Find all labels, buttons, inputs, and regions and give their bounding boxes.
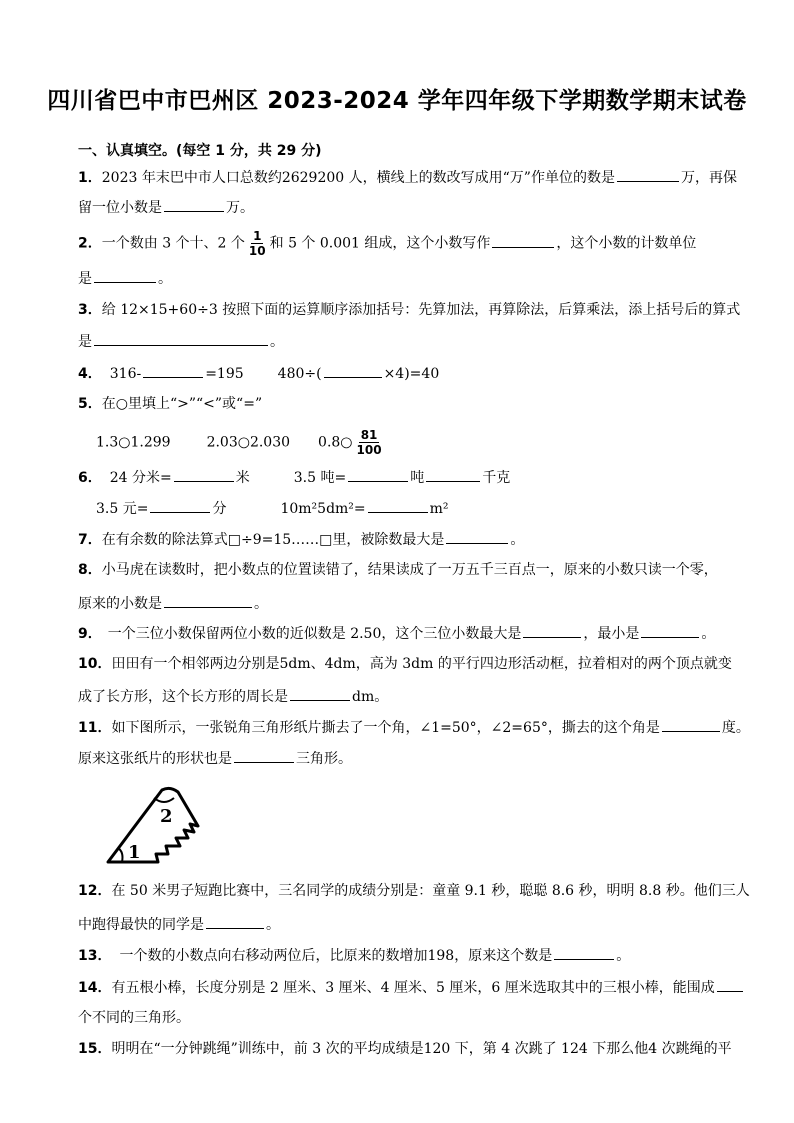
- question-14-line-1: [78, 976, 745, 998]
- answer-blank[interactable]: [206, 913, 264, 929]
- question-number: 12．: [78, 883, 112, 899]
- answer-blank[interactable]: [492, 232, 554, 248]
- question-2-line-2: [78, 267, 172, 289]
- question-4: [78, 362, 439, 384]
- question-number: 8．: [78, 562, 102, 578]
- comparison-item[interactable]: 2.03○2.030: [206, 434, 291, 451]
- answer-blank[interactable]: [164, 196, 224, 212]
- question-text: 10m²5dm²=: [280, 501, 366, 517]
- question-text: =195: [205, 366, 244, 382]
- question-number: 9．: [78, 626, 102, 642]
- fraction: $\frac{1}{10}$: [248, 229, 266, 258]
- question-3-line-1: [78, 300, 740, 320]
- question-text: 480÷(: [277, 366, 322, 382]
- question-text: 有五根小棒，长度分别是 2 厘米、3 厘米、4 厘米、5 厘米，6 厘米选取其中的三根小棒，能围成: [111, 980, 715, 996]
- question-text: 给 12×15+60÷3 按照下面的运算顺序添加括号：先算加法，再算除法，后算乘法，添上括号后的算式: [101, 302, 741, 318]
- question-text: 明明在“一分钟跳绳”训练中，前 3 次的平均成绩是120 下，第 4 次跳了 124 下那么他4 次跳绳的平: [111, 1041, 732, 1057]
- question-text: 度。: [721, 720, 750, 736]
- question-text: 2023 年末巴中市人口总数约2629200 人，横线上的数改写成用“万”作单位的数是: [101, 170, 615, 186]
- question-text: 。: [616, 948, 631, 964]
- torn-triangle-figure: [104, 786, 204, 868]
- answer-blank[interactable]: [164, 592, 252, 608]
- answer-blank[interactable]: [523, 622, 581, 638]
- question-text: 在 50 米男子短跑比赛中，三名同学的成绩分别是：童童 9.1 秒，聪聪 8.6 秒，明明 8.8 秒。他们三人: [111, 883, 750, 899]
- question-11-line-2: [78, 747, 352, 769]
- question-text: 在有余数的除法算式□÷9=15……□里，被除数最大是: [101, 532, 445, 548]
- question-text: 千克: [482, 470, 511, 486]
- question-text: 。: [254, 596, 268, 612]
- question-7: [78, 528, 524, 550]
- page-title: 四川省巴中市巴州区 2023-2024 学年四年级下学期数学期末试卷: [47, 88, 747, 114]
- question-13: [78, 944, 630, 966]
- question-text: 一个三位小数保留两位小数的近似数是 2.50，这个三位小数最大是: [107, 626, 522, 642]
- question-text: 是: [78, 271, 92, 287]
- answer-blank[interactable]: [94, 330, 268, 346]
- question-text: 是: [78, 334, 92, 350]
- comparison-item[interactable]: 0.8○: [318, 434, 353, 451]
- answer-blank[interactable]: [290, 685, 350, 701]
- question-text: 吨: [410, 470, 425, 486]
- comparison-item[interactable]: 1.3○1.299: [96, 434, 171, 451]
- section-heading: 一、认真填空。(每空 1 分，共 29 分): [78, 143, 322, 159]
- answer-blank[interactable]: [426, 466, 480, 482]
- question-12-line-1: [78, 881, 750, 901]
- answer-blank[interactable]: [324, 362, 382, 378]
- question-text: 24 分米=: [109, 470, 172, 486]
- question-text: dm。: [352, 689, 389, 705]
- question-8-line-1: [78, 560, 718, 580]
- question-text: 万。: [226, 200, 254, 216]
- question-12-line-2: [78, 913, 280, 935]
- question-text: 如下图所示，一张锐角三角形纸片撕去了一个角，∠1=50°，∠2=65°，撕去的这个角是: [111, 720, 660, 736]
- answer-blank[interactable]: [94, 267, 156, 283]
- question-number: 7．: [78, 532, 102, 548]
- answer-blank[interactable]: [143, 362, 203, 378]
- question-text: 和 5 个 0.001 组成，这个小数写作: [269, 235, 491, 252]
- answer-blank[interactable]: [446, 528, 508, 544]
- question-text: 316-: [109, 366, 142, 382]
- question-1-line-1: [78, 166, 737, 188]
- question-14-line-2: [78, 1008, 190, 1028]
- answer-blank[interactable]: [554, 944, 614, 960]
- question-text: 。: [158, 271, 172, 287]
- question-number: 11．: [78, 720, 112, 736]
- answer-blank[interactable]: [617, 166, 679, 182]
- fraction: $\frac{81}{100}$: [356, 428, 382, 457]
- answer-blank[interactable]: [717, 976, 743, 992]
- question-number: 3．: [78, 302, 102, 318]
- question-text: 3.5 吨=: [293, 470, 347, 486]
- question-6-line-1: [78, 466, 510, 488]
- question-1-line-2: [78, 196, 254, 218]
- question-text: 。: [510, 532, 525, 548]
- question-text: 个不同的三角形。: [78, 1010, 190, 1026]
- angle-2-label: 2: [160, 806, 173, 827]
- answer-blank[interactable]: [368, 497, 428, 513]
- question-text: ，这个小数的计数单位: [556, 235, 697, 252]
- question-10-line-1: [78, 654, 732, 674]
- question-text: 。: [701, 626, 716, 642]
- question-text: ，最小是: [583, 626, 640, 642]
- answer-blank[interactable]: [662, 716, 720, 732]
- question-3-line-2: [78, 330, 284, 352]
- question-number: 1．: [78, 170, 102, 186]
- question-text: 成了长方形，这个长方形的周长是: [78, 689, 288, 705]
- question-10-line-2: [78, 685, 388, 707]
- question-8-line-2: [78, 592, 268, 614]
- answer-blank[interactable]: [348, 466, 408, 482]
- question-text: ×4)=40: [383, 366, 440, 382]
- question-text: 。: [270, 334, 284, 350]
- question-text: 一个数的小数点向右移动两位后，比原来的数增加198，原来这个数是: [119, 948, 553, 964]
- question-text: m²: [429, 501, 449, 517]
- answer-blank[interactable]: [174, 466, 234, 482]
- question-text: 3.5 元=: [96, 501, 149, 517]
- question-number: 10．: [78, 656, 112, 672]
- question-text: 米: [235, 470, 250, 486]
- question-text: 一个数由 3 个十、2 个: [101, 235, 245, 252]
- question-number: 6．: [78, 470, 102, 486]
- question-text: 中跑得最快的同学是: [78, 917, 204, 933]
- question-text: 留一位小数是: [78, 200, 162, 216]
- question-5-line-2: [96, 428, 386, 457]
- question-11-line-1: [78, 716, 750, 738]
- question-2-line-1: [78, 229, 696, 258]
- question-text: 原来的小数是: [78, 596, 162, 612]
- question-text: 分: [212, 501, 227, 517]
- question-15-line-1: [78, 1039, 732, 1059]
- question-5-line-1: [78, 394, 262, 414]
- answer-blank[interactable]: [641, 622, 699, 638]
- question-6-line-2: [96, 497, 449, 519]
- question-text: 。: [266, 917, 280, 933]
- question-number: 2．: [78, 235, 102, 252]
- question-number: 14．: [78, 980, 112, 996]
- angle-1-label: 1: [128, 842, 141, 863]
- question-9: [78, 622, 715, 644]
- question-number: 4．: [78, 366, 102, 382]
- question-text: 三角形。: [296, 751, 352, 767]
- question-number: 5．: [78, 396, 102, 412]
- question-text: 原来这张纸片的形状也是: [78, 751, 232, 767]
- question-text: 在○里填上“>”“<”或“=”: [101, 396, 263, 412]
- question-text: 万，再保: [680, 170, 737, 186]
- question-number: 15．: [78, 1041, 112, 1057]
- question-text: 田田有一个相邻两边分别是5dm、4dm，高为 3dm 的平行四边形活动框，拉着相对的两个顶点就变: [111, 656, 732, 672]
- answer-blank[interactable]: [150, 497, 210, 513]
- question-text: 小马虎在读数时，把小数点的位置读错了，结果读成了一万五千三百点一，原来的小数只读一个零，: [101, 562, 718, 578]
- answer-blank[interactable]: [234, 747, 294, 763]
- question-number: 13．: [78, 948, 112, 964]
